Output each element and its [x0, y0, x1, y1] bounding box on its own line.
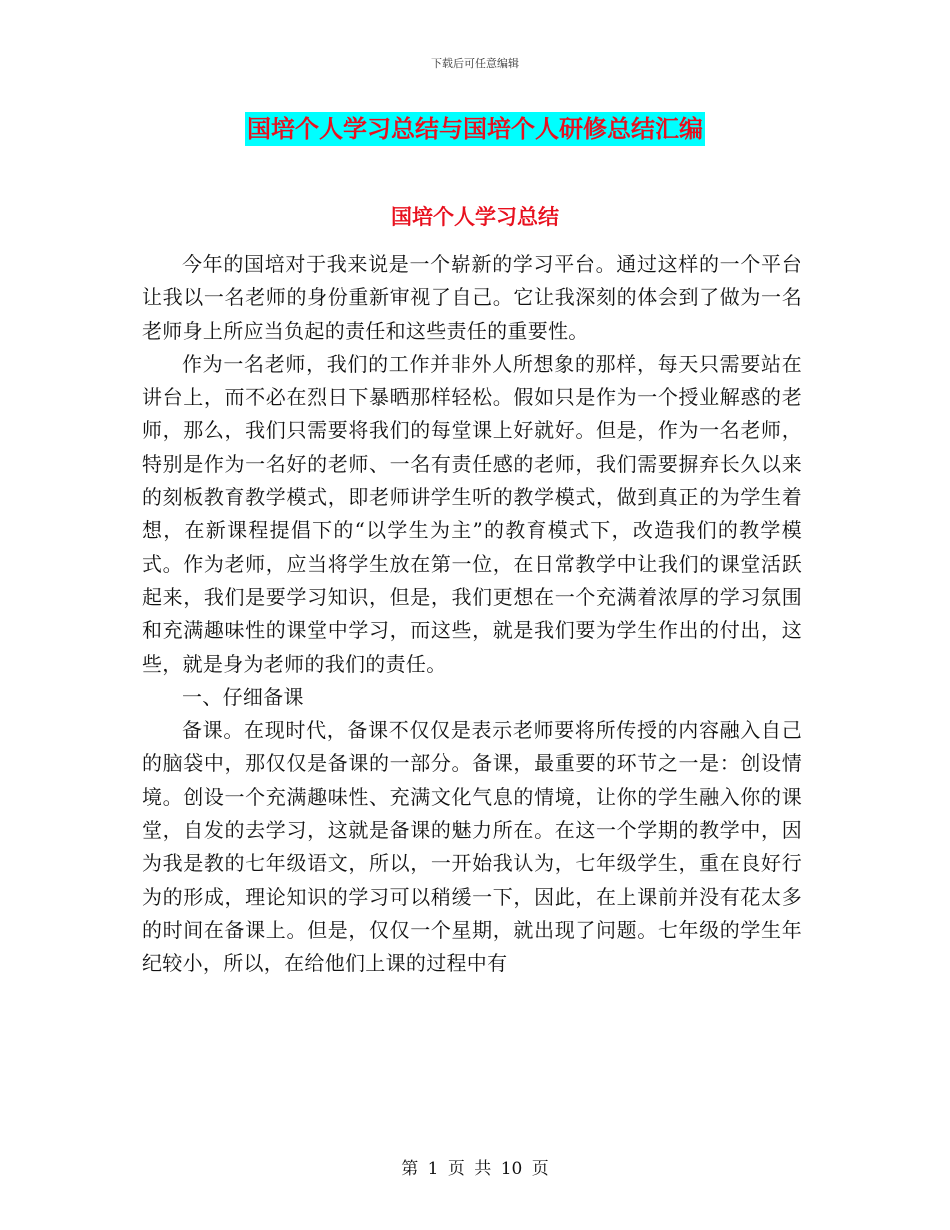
- paragraph-3: 备课。在现时代，备课不仅仅是表示老师要将所传授的内容融入自己的脑袋中，那仅仅是备课的一部分。备课，最重要的环节之一是：创设情境。创设一个充满趣味性、充满文化气息的情境，让你的学生融入你的课堂，自发的去学习，这就是备课的魅力所在。在这一个学期的教学中，因为我是教的七年级语文，所以，一开始我认为，七年级学生，重在良好行为的形成，理论知识的学习可以稍缓一下，因此，在上课前并没有花太多的时间在备课上。但是，仅仅一个星期，就出现了问题。七年级的学生年纪较小，所以，在给他们上课的过程中有: [142, 718, 802, 976]
- document-title-wrap: [0, 112, 950, 146]
- body-text: [142, 248, 802, 981]
- paragraph-2: 作为一名老师，我们的工作并非外人所想象的那样，每天只需要站在讲台上，而不必在烈日下暴晒那样轻松。假如只是作为一个授业解惑的老师，那么，我们只需要将我们的每堂课上好就好。但是，作为一名老师，特别是作为一名好的老师、一名有责任感的老师，我们需要摒弃长久以来的刻板教育教学模式，即老师讲学生听的教学模式，做到真正的为学生着想，在新课程提倡下的“以学生为主”的教育模式下，改造我们的教学模式。作为老师，应当将学生放在第一位，在日常教学中让我们的课堂活跃起来，我们是要学习知识，但是，我们更想在一个充满着浓厚的学习氛围和充满趣味性的课堂中学习，而这些，就是我们要为学生作出的付出，这些，就是身为老师的我们的责任。: [142, 351, 802, 676]
- section-title: 国培个人学习总结: [391, 205, 559, 229]
- document-title: 国培个人学习总结与国培个人研修总结汇编: [245, 112, 705, 146]
- paragraph-1: 今年的国培对于我来说是一个崭新的学习平台。通过这样的一个平台让我以一名老师的身份重新审视了自己。它让我深刻的体会到了做为一名老师身上所应当负起的责任和这些责任的重要性。: [142, 252, 802, 343]
- paragraph-heading: 一、仔细备课: [182, 684, 304, 709]
- header-note: 下载后可任意编辑: [431, 57, 519, 70]
- page-footer: 第 1 页 共 10 页: [401, 1159, 549, 1179]
